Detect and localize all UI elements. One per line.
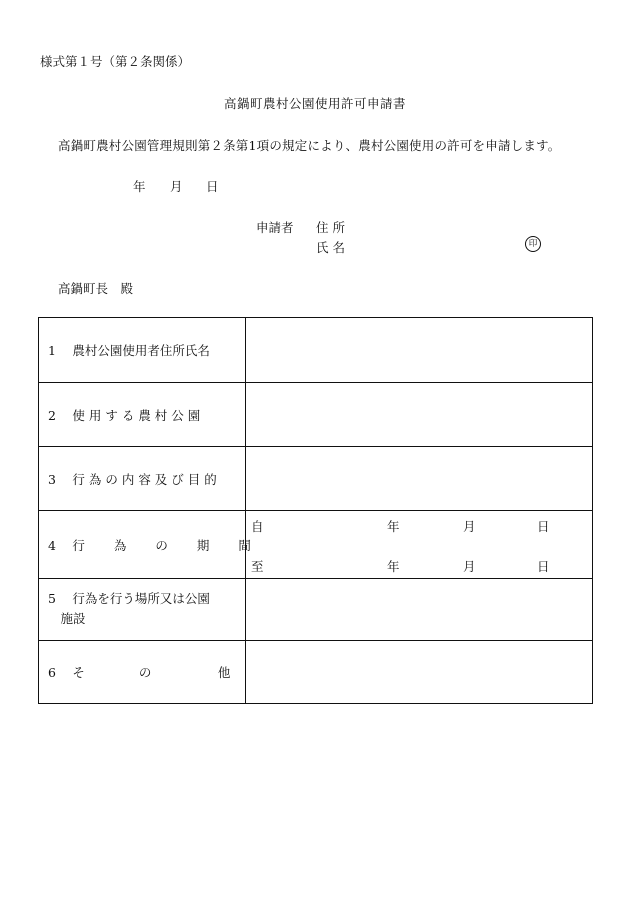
- date-month-label: 月: [170, 179, 183, 194]
- seal-icon: 印: [525, 236, 541, 252]
- row-label-location-line1: 5 行為を行う場所又は公園: [48, 591, 210, 606]
- form-number: 様式第１号（第２条関係）: [40, 54, 191, 69]
- row-label-user-name: 1 農村公園使用者住所氏名: [48, 343, 210, 358]
- row-label-purpose: 3 行 為 の 内 容 及 び 目 的: [48, 471, 217, 487]
- form-title: 高鍋町農村公園使用許可申請書: [223, 96, 406, 111]
- row-label-park: 2 使 用 す る 農 村 公 園: [48, 407, 201, 423]
- column-divider: [245, 447, 246, 510]
- table-row-user-name: [39, 318, 592, 382]
- period-to-day: 日: [537, 559, 550, 574]
- table-row-other: [39, 640, 592, 703]
- period-from-month: 月: [463, 519, 476, 534]
- row-label-other: 6 そ の 他: [48, 665, 231, 680]
- address-label: 住 所: [316, 220, 345, 235]
- period-from-day: 日: [537, 519, 550, 534]
- period-to-label: 至: [251, 559, 264, 574]
- date-day-label: 日: [206, 179, 219, 194]
- table-row-period: [39, 510, 592, 578]
- row-label-location-line2: 施設: [48, 611, 86, 626]
- row-label-period: 4 行 為 の 期 間: [48, 537, 251, 553]
- column-divider: [245, 511, 246, 578]
- addressee: 高鍋町長 殿: [58, 281, 134, 296]
- table-row-location: [39, 578, 592, 640]
- table-row-park: [39, 382, 592, 446]
- name-label: 氏 名: [316, 240, 345, 255]
- date-year-label: 年: [133, 179, 146, 194]
- table-row-purpose: [39, 446, 592, 510]
- period-from-label: 自: [251, 519, 264, 534]
- period-to-year: 年: [387, 559, 400, 574]
- column-divider: [245, 641, 246, 703]
- column-divider: [245, 579, 246, 640]
- application-table: [38, 317, 593, 704]
- application-statement: 高鍋町農村公園管理規則第２条第1項の規定により、農村公園使用の許可を申請します。: [58, 138, 561, 153]
- period-to-month: 月: [463, 559, 476, 574]
- row-label-location: [48, 589, 210, 640]
- column-divider: [245, 318, 246, 382]
- applicant-label: 申請者: [256, 220, 294, 235]
- period-from-year: 年: [387, 519, 400, 534]
- column-divider: [245, 383, 246, 446]
